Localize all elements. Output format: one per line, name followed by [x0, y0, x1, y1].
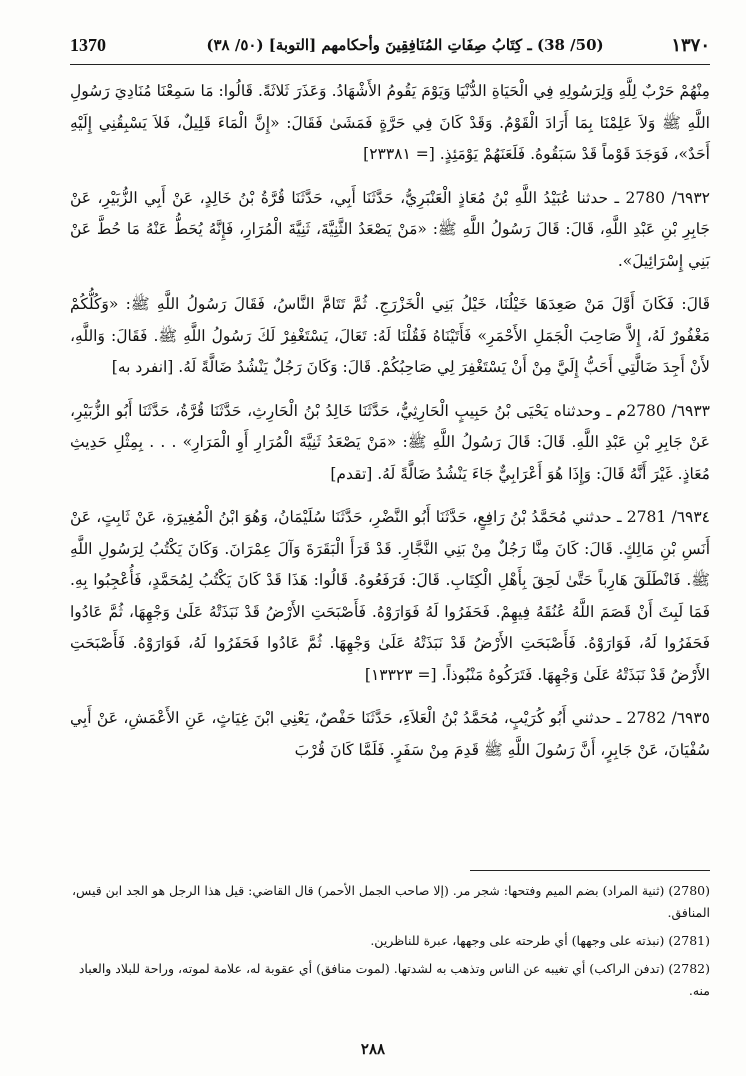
running-title: (50/ 38) ـ كِتَابُ صِفَاتِ المُنَافِقِينَ وأحكامهم [التوبة] (٥٠/ ٣٨) [206, 36, 604, 54]
page-number-latin: 1370 [70, 35, 106, 55]
footnote-rule [470, 870, 710, 871]
page-number-arabic: ١٣٧٠ [671, 35, 710, 56]
hadith-paragraph: ٦٩٣٢/ 2780 ـ حدثنا عُبَيْدُ اللَّهِ بْنُ مُعَاذٍ الْعَنْبَرِيُّ، حَدَّثَنَا أَبِي، حَدَّثَنَا قُرَّةُ بْنُ خَالِدٍ، عَنْ أَبِي الزُّبَيْرِ، عَنْ جَابِرِ بْنِ عَبْدِ اللَّهِ، قَالَ: قَالَ رَسُولُ اللَّهِ ﷺ: «مَنْ يَصْعَدُ الثَّنِيَّةَ، ثَنِيَّةَ الْمُرَارِ، فَإِنَّهُ يُحَطُّ عَنْهُ مَا حُطَّ عَنْ بَنِي إِسْرَائِيلَ». [70, 188, 710, 270]
footnote: (2780) (ثنية المراد) بضم الميم وفتحها: شجر مر. (إلا صاحب الجمل الأحمر) قال القاضي: قيل هذا الرجل هو الجد ابن قيس، المنافق. [71, 883, 710, 920]
footer-page-number: ٢٨٨ [360, 1040, 386, 1058]
main-text [70, 76, 710, 766]
footnote: (2782) (تدفن الراكب) أي تغيبه عن الناس وتذهب به لشدتها. (لموت منافق) أي عقوبة له، علامة لموته، وراحة للبلاد والعباد منه. [78, 961, 710, 998]
page-header [70, 32, 710, 62]
hadith-paragraph: مِنْهُمْ حَرْبٌ لِلَّهِ وَلِرَسُولِهِ فِي الْحَيَاةِ الدُّنْيَا وَيَوْمَ يَقُومُ الأَشْهَادُ. وَعَذَرَ ثَلاثَةً. قَالُوا: مَا سَمِعْنَا مُنَادِيَ رَسُولِ اللَّهِ ﷺ وَلاَ عَلِمْنَا بِمَا أَرَادَ الْقَوْمُ. وَقَدْ كَانَ فِي حَرَّةٍ فَمَشَىٰ فَقَالَ: «إِنَّ الْمَاءَ قَلِيلٌ، فَلاَ يَسْبِقُنِي إِلَيْهِ أَحَدٌ»، فَوَجَدَ قَوْماً قَدْ سَبَقُوهُ. فَلَعَنَهُمْ يَوْمَئِذٍ. [= ٢٣٣٨١] [70, 82, 710, 163]
hadith-paragraph: قَالَ: فَكَانَ أَوَّلَ مَنْ صَعِدَهَا خَيْلُنَا، خَيْلُ بَنِي الْخَزْرَجِ. ثُمَّ تَتَامَّ النَّاسُ، فَقَالَ رَسُولُ اللَّهِ ﷺ: «وَكُلُّكُمْ مَغْفُورٌ لَهُ، إِلاَّ صَاحِبَ الْجَمَلِ الأَحْمَرِ» فَأَتَيْنَاهُ فَقُلْنَا لَهُ: تَعَالَ، يَسْتَغْفِرْ لَكَ رَسُولُ اللَّهِ ﷺ. فَقَالَ: وَاللَّهِ، لأَنْ أَجِدَ ضَالَّتِي أَحَبُّ إِلَيَّ مِنْ أَنْ يَسْتَغْفِرَ لِي صَاحِبُكُمْ. قَالَ: وَكَانَ رَجُلٌ يَنْشُدُ ضَالَّةً لَهُ. [انفرد به] [70, 295, 710, 376]
hadith-paragraph: ٦٩٣٣/ 2780م ـ وحدثناه يَحْيَى بْنُ حَبِيبٍ الْحَارِثِيُّ، حَدَّثَنَا خَالِدُ بْنُ الْحَارِثِ، حَدَّثَنَا قُرَّةُ، حَدَّثَنَا أَبُو الزُّبَيْرِ، عَنْ جَابِرِ بْنِ عَبْدِ اللَّهِ. قَالَ: قَالَ رَسُولُ اللَّهِ ﷺ: «مَنْ يَصْعَدُ ثَنِيَّةَ الْمُرَارِ أَوِ الْمَرَارِ» . . . بِمِثْلِ حَدِيثِ مُعَاذٍ. غَيْرَ أَنَّهُ قَالَ: وَإِذَا هُوَ أَعْرَابِيٌّ جَاءَ يَنْشُدُ ضَالَّةً لَهُ. [تقدم] [70, 401, 710, 483]
hadith-paragraph: ٦٩٣٤/ 2781 ـ حدثني مُحَمَّدُ بْنُ رَافِعٍ، حَدَّثَنَا أَبُو النَّضْرِ، حَدَّثَنَا سُلَيْمَانُ، وَهُوَ ابْنُ الْمُغِيرَةِ، عَنْ ثَابِتٍ، عَنْ أَنَسِ بْنِ مَالِكٍ. قَالَ: كَانَ مِنَّا رَجُلٌ مِنْ بَنِي النَّجَّارِ. قَدْ قَرَأَ الْبَقَرَةَ وَآلَ عِمْرَانَ. وَكَانَ يَكْتُبُ لِرَسُولِ اللَّهِ ﷺ. فَانْطَلَقَ هَارِباً حَتَّىٰ لَحِقَ بِأَهْلِ الْكِتَابِ. قَالَ: فَرَفَعُوهُ. قَالُوا: هَذَا قَدْ كَانَ يَكْتُبُ لِمُحَمَّدٍ، فَأُعْجِبُوا بِهِ. فَمَا لَبِثَ أَنْ قَصَمَ اللَّهُ عُنُقَهُ فِيهِمْ. فَحَفَرُوا لَهُ فَوَارَوْهُ. فَأَصْبَحَتِ الأَرْضُ قَدْ نَبَذَتْهُ عَلَىٰ وَجْهِهَا، ثُمَّ عَادُوا فَحَفَرُوا لَهُ، فَوَارَوْهُ. فَأَصْبَحَتِ الأَرْضُ قَدْ نَبَذَتْهُ عَلَىٰ وَجْهِهَا. ثُمَّ عَادُوا فَحَفَرُوا لَهُ، فَوَارَوْهُ. فَأَصْبَحَتِ الأَرْضُ قَدْ نَبَذَتْهُ عَلَىٰ وَجْهِهَا. فَتَرَكُوهُ مَنْبُوذاً. [= ١٣٣٢٣] [70, 508, 711, 684]
hadith-paragraph: ٦٩٣٥/ 2782 ـ حدثني أَبُو كُرَيْبٍ، مُحَمَّدُ بْنُ الْعَلاَءِ، حَدَّثَنَا حَفْصٌ، يَعْنِي ابْنَ غِيَاثٍ، عَنِ الأَعْمَشِ، عَنْ أَبِي سُفْيَانَ، عَنْ جَابِرٍ، أَنَّ رَسُولَ اللَّهِ ﷺ قَدِمَ مِنْ سَفَرٍ. فَلَمَّا كَانَ قُرْبَ [70, 709, 710, 759]
header-rule [70, 64, 710, 65]
footnotes [70, 880, 710, 1008]
footnote: (2781) (نبذته على وجهها) أي طرحته على وجهها، عبرة للناظرين. [370, 933, 710, 948]
